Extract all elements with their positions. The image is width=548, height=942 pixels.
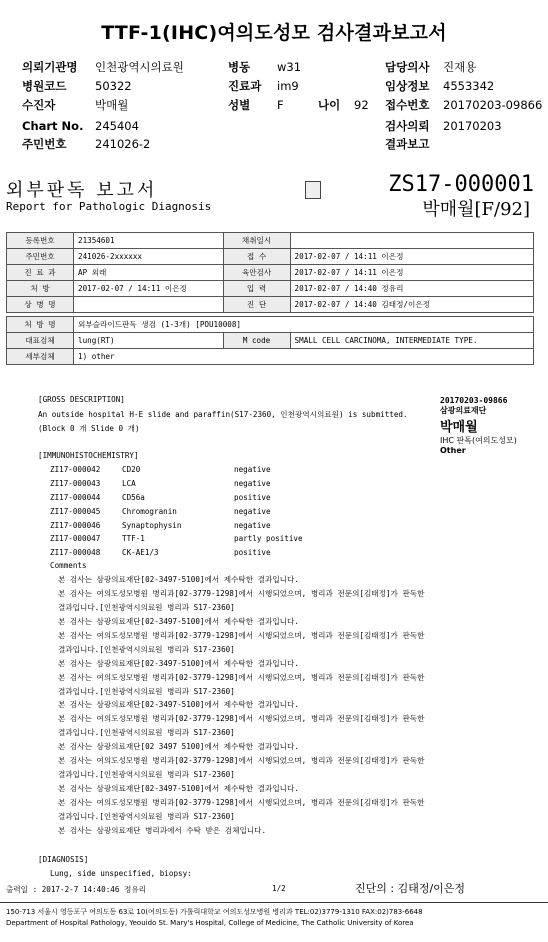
rep-value: lung(RT) [74, 333, 224, 349]
report-title-english: Report for Pathologic Diagnosis [6, 200, 212, 213]
comment-line: 결과입니다.[인천광역시의료원 병리과 S17-2360] [58, 770, 235, 780]
ward-value: w31 [277, 60, 302, 74]
printed-info: 출력일 : 2017-2-7 14:40:46 정유리 [6, 885, 147, 894]
receive-label: 접 수 [223, 249, 290, 265]
comment-line: 본 검사는 여의도성모병원 병리과[02-3779-1298]에서 시행되었으며, 병리과 전문의[김태정]가 판독한 [58, 588, 425, 598]
input-label: 입 력 [223, 281, 290, 297]
exam-label: 육안검사 [223, 265, 290, 281]
comment-line: 본 검사는 삼광의료재단 병리과에서 수탁 받은 검체입니다. [58, 825, 267, 835]
comment-line: 결과입니다.[인천광역시의료원 병리과 S17-2360] [58, 686, 235, 696]
institution-label: 의뢰기관명 [22, 60, 78, 74]
input-value: 2017-02-07 / 14:40 정유리 [290, 281, 533, 297]
ihc-row [50, 463, 354, 477]
report-info-table [6, 232, 534, 365]
reg-no-value: 21354601 [74, 233, 224, 249]
sub-value: 1) other [74, 349, 534, 365]
ihc-code: ZI17-000043 [50, 478, 101, 488]
comment-line: 결과입니다.[인천광역시의료원 병리과 S17-2360] [58, 728, 235, 738]
stamp-ihc: IHC 판독(여의도성모) [440, 436, 517, 445]
receipt-label: 접수번호 [385, 98, 430, 112]
comment-line: 본 검사는 여의도성모병원 병리과[02-3779-1298]에서 시행되었으며, 병리과 전문의[김태정]가 판독한 [58, 756, 425, 766]
address-korean: 150-713 서울시 영등포구 여의도동 63로 10(여의도동) 가톨릭대학교 여의도성모병원 병리과 TEL:02)3779-1310 FAX:02)783-6648 [6, 908, 423, 916]
gross-line-1: An outside hospital H-E slide and paraffin(S17-2360, 인천광역시의료원) is submitted. [38, 410, 408, 419]
ihc-marker: CK-AE1/3 [122, 548, 159, 558]
ihc-code: ZI17-000042 [50, 465, 101, 474]
diag-value: 2017-02-07 / 14:40 김태정/이은정 [290, 297, 533, 313]
pathologist-signature: 진단의 : 김태정/이은정 [355, 882, 466, 895]
hospital-code-value: 50322 [95, 79, 132, 93]
id-value: 241026-2 [95, 137, 151, 151]
ward-label: 병동 [228, 60, 251, 74]
comment-line: 본 검사는 삼광의료재단[02-3497-5100]에서 제수탁한 결과입니다. [58, 658, 299, 668]
ihc-row [50, 519, 354, 533]
ihc-result: partly positive [234, 534, 303, 544]
chart-label: Chart No. [22, 119, 84, 133]
ihc-heading: [IMMUNOHISTOCHEMISTRY] [38, 451, 139, 460]
receipt-value: 20170203-09866 [443, 98, 543, 112]
ihc-row [50, 546, 354, 560]
ihc-row [50, 491, 354, 505]
order-label: 처 방 [7, 281, 74, 297]
ihc-code: ZI17-000048 [50, 548, 101, 558]
id-label: 주민번호 [22, 137, 67, 151]
ihc-result: negative [234, 506, 271, 516]
mcode-value: SMALL CELL CARCINOMA, INTERMEDIATE TYPE. [290, 333, 533, 349]
clinical-label: 임상정보 [385, 79, 430, 93]
institution-value: 인천광역시의료원 [95, 60, 184, 74]
comment-line: 본 검사는 여의도성모병원 병리과[02-3779-1298]에서 시행되었으며, 병리과 전문의[김태정]가 판독한 [58, 672, 425, 682]
ihc-result: positive [234, 492, 271, 502]
doctor-label: 담당의사 [385, 60, 430, 74]
specimen-label [440, 396, 517, 455]
dept-label: 진료과 [228, 79, 262, 93]
ihc-row [50, 532, 354, 546]
ihc-result: positive [234, 548, 271, 558]
page-number: 1/2 [272, 884, 286, 893]
rx-label: 처 방 명 [7, 317, 74, 333]
comment-line: 본 검사는 삼광의료재단[02-3497-5100]에서 제수탁한 결과입니다. [58, 784, 299, 794]
report-title-korean: 외부판독 보고서 [6, 180, 158, 201]
exam-value: 2017-02-07 / 14:11 이은정 [290, 265, 533, 281]
hospital-code-label: 병원코드 [22, 79, 67, 93]
doctor-value: 진재용 [443, 60, 477, 74]
receive-value: 2017-02-07 / 14:11 이은정 [290, 249, 533, 265]
ihc-marker: CD56a [122, 492, 145, 502]
mcode-label: M code [223, 333, 290, 349]
comment-line: 본 검사는 여의도성모병원 병리과[02-3779-1298]에서 시행되었으며, 병리과 전문의[김태정]가 판독한 [58, 714, 425, 724]
accession-number: ZS17-000001 [388, 172, 534, 197]
ihc-row [50, 505, 354, 519]
dept-label: 진 료 과 [7, 265, 74, 281]
ihc-code: ZI17-000047 [50, 534, 101, 544]
stamp-number: 20170203-09866 [440, 396, 508, 405]
comment-line: 결과입니다.[인천광역시의료원 병리과 S17-2360] [58, 602, 235, 612]
stamp-name: 박매월 [440, 420, 478, 435]
ihc-code: ZI17-000046 [50, 520, 101, 530]
gross-line-2: (Block 0 개 Slide 0 개) [38, 424, 140, 433]
report-patient: 박매월[F/92] [422, 199, 530, 220]
ihc-result: negative [234, 478, 271, 488]
ihc-code: ZI17-000044 [50, 492, 101, 502]
resident-label: 주민번호 [7, 249, 74, 265]
rep-label: 대표검체 [7, 333, 74, 349]
requested-value: 20170203 [443, 119, 502, 133]
address-english: Department of Hospital Pathology, Yeouido St. Mary's Hospital, College of Medicine, The Catholic University of Korea [6, 919, 414, 927]
comments-list [58, 573, 424, 838]
clinical-value: 4553342 [443, 79, 495, 93]
ihc-result: negative [234, 520, 271, 530]
gross-heading: [GROSS DESCRIPTION] [38, 395, 125, 404]
ihc-marker: CD20 [122, 465, 141, 474]
diagnosis-line: Lung, side unspecified, biopsy: [50, 869, 192, 878]
comment-line: 결과입니다.[인천광역시의료원 병리과 S17-2360] [58, 644, 235, 654]
ihc-row [50, 477, 354, 491]
rx-value: 외부슬라이드판독 생검 (1-3개) [POU10008] [74, 317, 534, 333]
ihc-marker: Chromogranin [122, 506, 177, 516]
ihc-result: negative [234, 465, 271, 474]
diagnosis-heading: [DIAGNOSIS] [38, 855, 89, 864]
comment-line: 본 검사는 여의도성모병원 병리과[02-3779-1298]에서 시행되었으며, 병리과 전문의[김태정]가 판독한 [58, 630, 425, 640]
ihc-marker: Synaptophysin [122, 520, 182, 530]
ihc-table [50, 463, 354, 560]
result-label: 결과보고 [385, 137, 430, 151]
comment-line: 본 검사는 삼광의료재단[02-3497-5100]에서 제수탁한 결과입니다. [58, 575, 299, 584]
stamp-org: 삼광의료재단 [440, 406, 487, 415]
address-footer [0, 902, 548, 929]
diag-label: 진 단 [223, 297, 290, 313]
disease-label: 상 병 명 [7, 297, 74, 313]
dept-value: AP 외래 [74, 265, 224, 281]
sex-label: 성별 [228, 98, 251, 112]
patient-value: 박매월 [95, 98, 129, 112]
ihc-marker: LCA [122, 478, 136, 488]
stamp-other: Other [440, 446, 466, 455]
comment-line: 본 검사는 삼광의료재단[02-3497-5100]에서 제수탁한 결과입니다. [58, 700, 299, 710]
chart-value: 245404 [95, 119, 139, 133]
age-value: 92 [354, 98, 369, 112]
sex-value: F [277, 98, 284, 112]
requested-label: 검사의뢰 [385, 119, 430, 133]
dept-value: im9 [277, 79, 299, 93]
ihc-code: ZI17-000045 [50, 506, 101, 516]
report-logo-box [305, 181, 321, 199]
comment-line: 결과입니다.[인천광역시의료원 병리과 S17-2360] [58, 811, 235, 821]
comment-line: 본 검사는 삼광의료재단[02-3497-5100]에서 제수탁한 결과입니다. [58, 616, 299, 626]
ihc-marker: TTF-1 [122, 534, 145, 544]
reg-no-label: 등록번호 [7, 233, 74, 249]
sub-label: 세부검체 [7, 349, 74, 365]
comment-line: 본 검사는 삼광의료재단[02 3497 5100]에서 제수탁한 결과입니다. [58, 742, 299, 752]
visit-label: 채취일시 [223, 233, 290, 249]
comments-heading: Comments [50, 561, 87, 570]
comment-line: 본 검사는 여의도성모병원 병리과[02-3779-1298]에서 시행되었으며, 병리과 전문의[김태정]가 판독한 [58, 798, 425, 807]
resident-value: 241026-2xxxxxx [74, 249, 224, 265]
patient-label: 수진자 [22, 98, 56, 112]
age-label: 나이 [318, 98, 341, 112]
document-title: TTF-1(IHC)여의도성모 검사결과보고서 [101, 22, 447, 44]
order-value: 2017-02-07 / 14:11 이은정 [74, 281, 224, 297]
